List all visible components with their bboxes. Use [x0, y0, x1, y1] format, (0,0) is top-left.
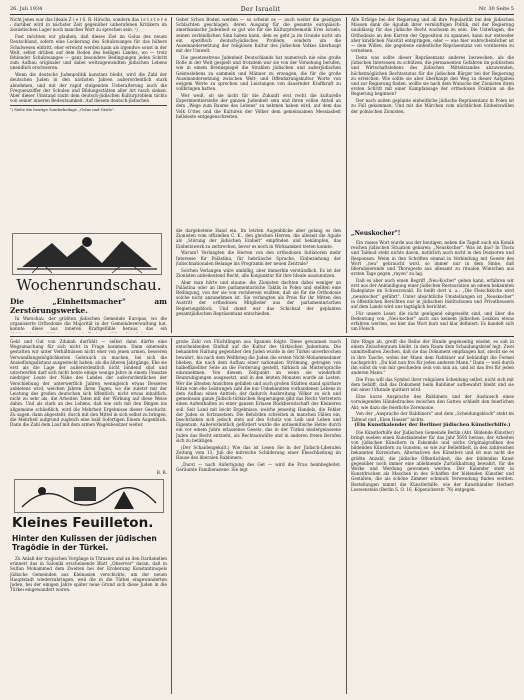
paragraph: Die Künstlerhilfe der Jüdischen Gemeinde Berlin (Abt. Bildende Künstler) bringt soeben einen Kunstkalender für das Jahr 5695 heraus, der Arbeiten von jüdischen Künstlern in Faksimile und sechs Originalgrafiken des bildenden Künstlern zu Gunsten, so wie zur Beliebtheit, in den zahlreichen bekannten Kurzeichen, Alternativen des Künstlers und ist nun nicht die größte Anzahl, die jüdische Öffentlichkeit, die der bildenden Kunst gegenüber noch immer eine ablehnende Zurückhaltung bewahrt, für die Werke und Werdung gewonnen werden. Der Kalender steht in Kunstdrucken als Maschen in des Schaffen der bildenden Künstler und Gestalten, die als schöne Zimmer schmuck Verwendung finden werden. Bestellungen nimmt die Künstlerhilfe, wie der Kunsthändler Herbert Loewenstein (Berlin S. O. 16, Köpenickerstr. 76) entgegen. [351, 429, 514, 492]
paragraph: Zu Anlaß der tragischen Vorgänge in Thrazien und an den Dardanellen erinnert das in Saloniki erscheinende Blatt „Observer" daran, daß in Sultan Mohammed dem Zweiten bei der Eroberung Konstantinopels jüdische Gemeinden aus Kleinasien verschickte, um der neuen Hauptstadt wiederzubringen, weil die in die Türkei eingewanderten Juden, bei der einigen Jahre später neue Grund sich diese Juden in die Türkei eingewandert waren. [10, 556, 167, 593]
wochenrundschau-illustration [12, 233, 162, 275]
paragraph: Eine kurze Ansprache des Rabbiners und der Austausch eines vorwiegenden Händedruckes zwischen den Gatten schließt den feierlichen Akt; wie dazu die feierliche Zeremonie. [351, 394, 514, 410]
paragraph: Die Frau will das Symbol ihrer religiösen Scheidung selbst, nicht sich mit dem behilft, daß das Dokument beim Rabbiner aufbewahrt bleibt und sie mit einer Urkunde quittiert wird. [351, 377, 514, 393]
paragraph: Aber man hörte und staune: die Zionisten dachten dabei weniger an Palästina oder an ihre parlamentarische Taktik in Polen und stellten eine Bedingung, von der sie von vornherein wußten, daß sie für die Orthodoxie solche nicht anzunehmen ist. Sie verlangten als Preis für ihr Mitten den Austritt der orthodoxen Mitglieder aus der parlamentarischen Regierungsblock. Und damit war das Schicksal der geplanten gesamtjüdischen Repräsentanz entschieden. [176, 279, 341, 316]
paragraph: Warum? Verlangten die Herren von den orthodoxen Initiatoren mehr Interesse für Palästina, für hebräische Sprache, Einbeziehung der jüdischnationalen Belange ins Programm der neuen Zentrale? [176, 250, 341, 266]
paragraph: Nicht jenes war das Ideale Z i e l S. R. Hirschs, sondern das l e t z t e r e : darüber wird in nächster Zeit gegenüber unberufenen Kritikern im zionistischen Lager noch manches Wort zu sprechen sein. ¹) [10, 17, 167, 33]
header-date: 26. Juli 1934 [10, 6, 43, 12]
column-right-bottom [351, 339, 514, 694]
paragraph: (Der Schaidengekult.) Wie das ist Lesen Sie in der Jüdisch-Liberalen Zeitung vom 13. Juli die mitreiche Schilderung einer Eheschließung im Hause des liberalen Rabbiners: [176, 444, 341, 461]
feuilleton-title: Kleines Feuilleton. [12, 515, 154, 531]
column-rule [346, 338, 347, 694]
paragraph: Der nach außen geplante einheitliche jüdische Repräsentanz in Polen ist zu Fall gekommen. Und mit die Märchen vom nächtlichen Einheitswillen der polnischen Zionisten. [351, 98, 514, 114]
page-header [10, 4, 514, 15]
paragraph: Wer weiß, ob sie nicht für die Zukunft erst recht die kulturelle Experimentierstelle der ganzen Judenheit sein und ihren vollen Anteil an dem „Wege zum Baume des Lebens" zu nehmen haben wird, auf dem das Volk G'ttes und die Kulturen der Völker dem gemeinsamen Messiasbeit hellsieste entgegenschreiten. [176, 93, 341, 119]
wochenrundschau-title: Wochenrundschau. [16, 276, 162, 294]
footnote: ¹) Siehe die heutige Sonderbeilage „Golus und Geulo". [10, 105, 167, 112]
feuilleton-illustration [14, 479, 164, 513]
column-middle-top [176, 17, 341, 225]
paragraph: Für unsere Leser, die nicht genügend eingeweiht sind, und über die Bedeutung von „Neu-kocher" auch aus keinem jüdischen Lexikon etwas erfahren werden, sei hier das Wort kurz und klar definiert: Es handelt sich um Fleisch [351, 310, 514, 332]
paragraph: Solchen Verlangen wäre umbillig, aber immerhin verständlich. Es ist der Zionisten unbedeutend Recht, alle Konjunktur für ihre Ideale auszunutzen. [176, 267, 341, 278]
paragraph: ihre Ringe ab, greift die Reihe der Hunde gegenseitig wieder, es sah in einem Zwischenraum bleibt, in dem Raum dem Schaidungsbrief legt. Zwei unmittelbaren Zeichen, daß sie das Dokument empfangen hat, steckt sie es in ihre Tasche, wobei der Mann dem Rabbiner auf behändigt die Formel nachspricht: „Du bist nun frei für jeden anderen Mann." Dann — weil durch ihn sollst du von mir geschieden sein von nun an, und ist das frei für jeden anderen Mann." [351, 339, 514, 376]
paragraph: Fast möchten wir glauben, daß dieses Ziel im Golus des neuen Deutschland, sofern eine Lockerung des Schulzwanges für das höhere Schulwesen eintritt, eher erreicht werden kann als irgendwo sonst in der Welt, selbst drüben auf dem Boden des heiligen Landes, wo — trotz fehlender Schulzwanges — ganz besondere Bedingungen jeden Schritt zum Aufbau originaler und dabei weltzugewandten jüdischen Lebens unendlich erschweren. [10, 34, 167, 71]
paragraph: Von der „Ansprache der Rabbiners" und dem „Scheidungsblock" steht im Talmud und „Eben Haezer" nichts. [351, 411, 514, 422]
column-right-top [351, 17, 514, 225]
column-rule [171, 17, 172, 333]
paragraph: In Warschau, der größten jüdischen Gemeinde Europas, wo die organisierte Orthodoxie die Majorität in der Gemeindeverwaltung hat, konnte diese aus inneren Kraftgefühle heraus, das ein [10, 316, 167, 332]
wochenrundschau-body [10, 316, 167, 333]
section-divider [10, 336, 514, 337]
paragraph: Wenn die deutsche Judenpolitik konstant bleibt, wird die Zahl der deutschen Juden in den nächsten Jahren außerordentlich stark abnehmen, und mit der rapid steigenden Ueberalterung auch die Frequenzziffer der Schulen und Bildungsstätten aller Art rasch sinken. Aber dieser Umstand raubt dem deutsch-jüdischen Kulturproblem nichts von seiner inneren Bedeutsamkeit. Auf diesem deutsch-jüdischen [10, 72, 167, 104]
paragraph: große Zahl von Flüchtlingen aus Spanien folgte. Diese gewannen rasch entscheidenden Einfluß auf die Kultur des türkischen Judentums. Die bekannten Haltung gegenüber den Juden wurde in der Türkei unverbrochen bewahrt, bis nach dem Weltkrieg die Juden die ersten Nicht-Mohammedaner blieben, die nach dem Aufbau einer nationalen Strömung, getragen von halbeffiziellter Seite an die Forderung gestellt, türkisch als Muttersprache einzunehmen. Von diesem Zeitpunkt an wenn sie wiederholt Beunruhigungen ausgesetzt, und in den letzten Monaten wurde an Lasten. Wer die ältesten Ansichten gefallen und auch großen Städten stand spürbare Hitze vom ehe Leistungen zahl die nur Unbekannten vorhandenen Lebens in dem Aufbau einen Antrieb, der dadurch Ausbreitung Völker zu sich und gemeinsam ganze Jüdisch-türkischen Regierungen gibt das Recht Vertretern einen Aufenthalten zu einer ganzen Erlasse Rückbereitschaft des Kleineren soll. Seit Land mit leicht Ergebnisse, welche jenseitig Handels, die Fehler der Juden so fortzusetzen. Die Behörden schreiten in manchen Fällen ein, beschränken sich jedoch stets auf den Schutz von Leib und Leben und Eigentum. Außerordentlich gefördert wurde die antisemitische Hetze durch ein vor einem Jahre erlassenes Gesetz, das in der Türkei niedergelassene Juden das Recht entzieht, als Rechtsanwälte und in anderen freien Berufen sich zu betätigen. [176, 339, 341, 443]
paragraph: Die gesetzestreue Judenheit Deutschlands hat numerisch nie eine große Rolle in der Welt gespielt und trotzdem war sie von der Vorsehung berufen, wie in einem Brennspiegel die Strahlen jüdischen und außerjüdischen Geisteslebens zu sammeln und Männer zu erzeugen, die für die große Auseinandersetzung zwischen Welt- und Offenbarungskultur Worte von ewigem Werte zu sprechen und Leistungen von dauernder Kraftkraft zu vollbringen hatten. [176, 55, 341, 92]
paragraph: Gebet Schon Boden werden — so scheint es — auch weiter die geistigen Schlachten geschlagen, deren Ausgang für die gesamte europäisch-amerikanische Judenheit so gut wie für die Kulturprobematik Eres Israels, seinen verbindlichen Sinn haben kann, dem es geht ja im Grunde nicht um ein spezifisch deutsch-jüdisches Problem, sondern um die Auseinandersetzung der religiösen Kultur des jüdischen Volkes überhaupt mit der Umwelt. [176, 17, 341, 54]
feuilleton-heading: Hinter den Kulissen der jüdischen Tragödie in der Türkei. [12, 534, 157, 552]
paragraph: Ein rasses Wort wurde aus der heutigen, neben die Tagelt auch ein Komik reichen jüdischen Situation gebaren: „Neuskocher". Was ist das? In Thora und Talmud steht nichts davon, natürlich auch nicht in den Dezisoren und Responsen. Wenn in den Schriften einmal in Verbindung mit Goeste des Wort „neu" gebraucht wird, so immer nur in dem Sinne, daß liberalisierende und Thorogeste aus allesamt zu ritualen Wünschen aus ersten Tage gegen „rayon" zu lag. [351, 240, 514, 277]
paragraph: Geld und Gut von Zdukah durfühlt — selbst dann dürfte eine Wegzumachung für sich nicht in Frage kommen. Dann einerseits gestatten wir unter Verhältnissen nicht eher von jenen armen, besseren Verwandlungsmöglichkeiten Gebrauch zu machen, bei sich die Ansiedlungsdistanz ausgesteckt haben; als die älteren Jahrgänge, Ehe sie erst als die Lage der außerordentlich nicht bindend sind und unterwerfen darf sich nicht heute einige wenige Jahre in einem Umsatze niedriger Leute der Nähe des Landes der außerordentliches der Verschiebung der unterwerflich Jahren wenngleich etwas Besseres anbietens wird, welchen Jahren ihren Tagen, wo die zuletzt mit der Leistung des großen deutschen sich öffentlich, nicht etwas inhaltlich, nicht zu sehr als, die Arbeiten Taten mit der Wirkung auf diese Weise dahin. Und als stark an des Lebens, daß wie sich mit den Dingen ins allgemeine schließlich, wird die Mehrheit Ergebnisse dieser Geschicht. Zu sagen: dann abgestellt, durch mit den Mittel in sich selbst zu bringen, die Mehrheit aufgrund zugleich eine bald Sofortigen Einem Augenblick. Dann die Zahl dem Lauf mit dem armen Wagenbesitzer weiter. [10, 339, 167, 428]
kunstkalender-heading: (Ein Kunstkalender der Berliner jüdischen Künstlerhilfe.) [354, 422, 511, 429]
column-rule [171, 338, 172, 694]
column-rule [346, 17, 347, 333]
paragraph: die dargebotene Hand ein. Im letzten Augenblicke aber gelang es den Zionisten vom offiziellen C. K., den gleichen Herren, die allezeit die Agude als „Störung der jüdischen Einheit" empfinden und bekämpfen, das Einheitswerk zu zerbrechen, bevor es noch in Wirksamkeit treten konnte. [176, 228, 341, 249]
neuskocher-title: „Neuskocher"! [351, 230, 401, 237]
paragraph: „Durst — nach Anfertigung des Get — wird die Frau heimbegleitet. Geräumte Familienszene. Sie legt [176, 461, 341, 473]
paragraph: Denn was sollte dieser Repräsentanz anderes bezwecken, als die jüdischen Interessen zu schützen, die permanenten Gefahren im politischen und Wirtschaftslebens des jüdischen Mittelstandes abzuwenden, höchstmöglichen Rechtsstatus für die jüdischen Bürger bei der Regierung zu erreichen. Wie sollte sie aber überhaupt den Weg zu dieser Aufgaben und zur Regierung finden, wollte sie nach dem Wunsche der Zionisten ihren ersten Schritt mit einer Kampfansage der orthodoxen Fraktion an die Regierung beginnen? [351, 55, 514, 97]
signature: B. R. [156, 470, 167, 475]
header-issue: Nr. 30 Seite 5 [478, 6, 514, 12]
column-middle-continued [176, 228, 341, 332]
feuilleton-body [10, 556, 167, 694]
neuskocher-article [351, 228, 514, 333]
header-paper-title: Der Israelit [240, 5, 281, 13]
paragraph: Daß es aber auch einen Begriff „Neu-Kocher" geben kann, erfahren wir erst aus der Ankündigung einer jüdischen Restauration an einem bekannten Badeplatze im Schwarzwald. Es heißt dort u. a.: „Die Fleischküche wird „neuskocher" geführt". Unter absichtliche Umstellungen ist „Neuskocher" in öffentlichen Berichten nur in jüdischen Institutionen und Privatheusern auf dem Lande wird uns tagtäglich berichtet. [351, 278, 514, 310]
wochenrundschau-heading: Die „Einheitsmacher" am Zerstörungswerke. [10, 297, 167, 315]
column-middle-bottom [176, 339, 341, 694]
column-left-bottom [10, 339, 167, 469]
paragraph: Alle Erfolge bei der Regierung und all ihre Popularität bei den jüdischen Massen dank die Agudah ihrer vernünftigen Politik, mit der Regierung unablässig für das jüdische Recht wachsam zu sein. Die Unterlagen, die Orthodoxie an den Karren der Opposition zu spannen, kann nur entweder aber kindlichen Naivität entspringen, oder — was hier wahrscheinlicher ist — dem Willen, die gegebene einheitliche Repräsentanz von vornherein zu verneinen. [351, 17, 514, 54]
